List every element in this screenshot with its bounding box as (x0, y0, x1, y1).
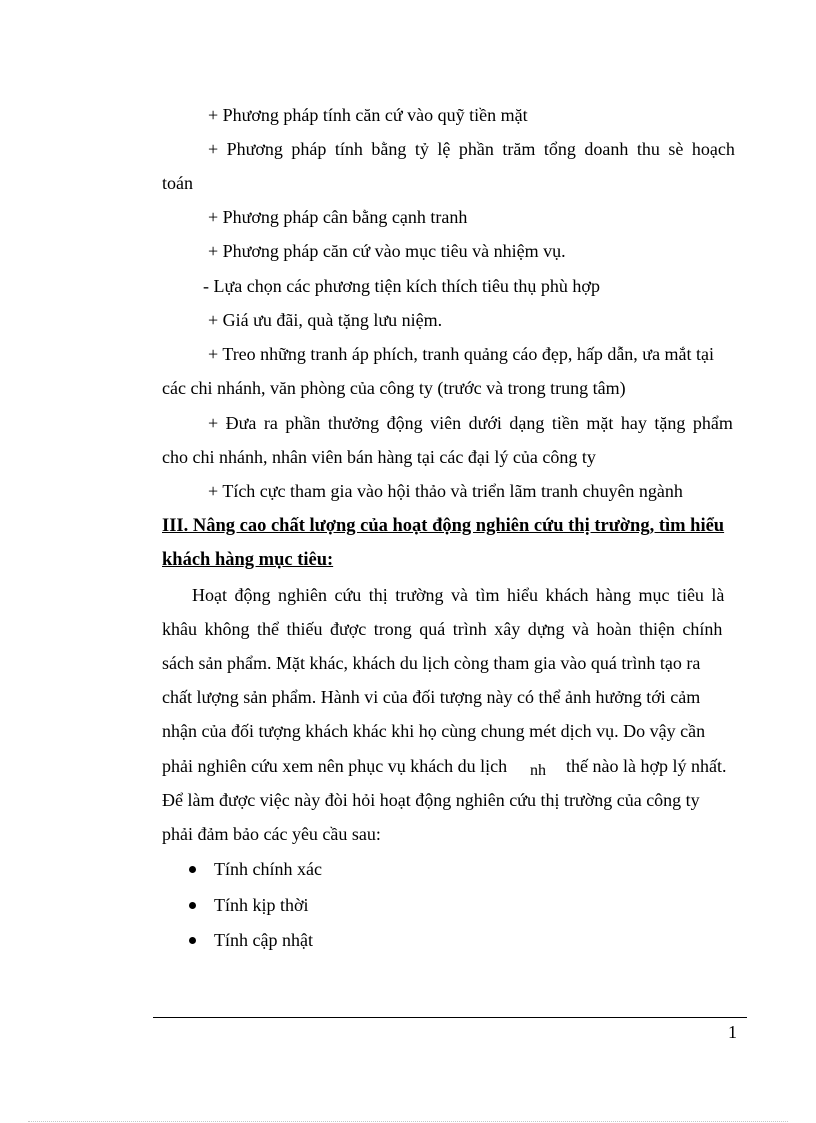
text-line: + Treo những tranh áp phích, tranh quảng cáo đẹp, hấp dẫn, ưa mắt tại (208, 344, 715, 364)
text-line: + Đưa ra phần thưởng động viên dưới dạng tiền mặt hay tặng phẩm (208, 413, 733, 433)
bullet-icon (189, 937, 196, 944)
section-heading: khách hàng mục tiêu: (162, 550, 334, 570)
footer-divider (153, 1017, 747, 1018)
text-line (208, 138, 738, 160)
paragraph-line: phải đảm bảo các yêu cầu sau: (162, 824, 381, 844)
text-line: + Phương pháp tính căn cứ vào quỹ tiền mặt (208, 105, 528, 125)
text-line: + Phương pháp cân bằng cạnh tranh (208, 207, 468, 227)
text-line: các chi nhánh, văn phòng của công ty (trước và trong trung tâm) (162, 378, 626, 398)
text-line: + Tích cực tham gia vào hội thảo và triển lãm tranh chuyên ngành (208, 481, 683, 501)
page-bottom-divider (28, 1121, 788, 1122)
bullet-item: Tính cập nhật (214, 930, 313, 950)
bullet-icon (189, 902, 196, 909)
paragraph-line: nhận của đối tượng khách khác khi họ cùng chung mét dịch vụ. Do vậy cần (162, 721, 706, 741)
page-number: 1 (728, 1022, 737, 1042)
bullet-item: Tính chính xác (214, 859, 322, 879)
text-line: cho chi nhánh, nhân viên bán hàng tại các đại lý của công ty (162, 447, 596, 467)
text-line: + Phương pháp căn cứ vào mục tiêu và nhiệm vụ. (208, 241, 566, 261)
subscript-fragment: nh (530, 762, 546, 779)
text-line: + Giá ưu đãi, quà tặng lưu niệm. (208, 310, 443, 330)
text-line: toán (162, 173, 193, 193)
paragraph-line: chất lượng sản phẩm. Hành vi của đối tượng này có thể ảnh hưởng tới cảm (162, 687, 701, 707)
paragraph-line: phải nghiên cứu xem nên phục vụ khách du lịch (162, 756, 508, 776)
paragraph-line: khâu không thể thiếu được trong quá trình xây dựng và hoàn thiện chính (162, 619, 723, 639)
text-line-content: + Phương pháp tính bằng tỷ lệ phần trăm tổng doanh thu sè hoạch (208, 139, 735, 159)
paragraph-line: thế nào là hợp lý nhất. (566, 756, 727, 776)
text-line: - Lựa chọn các phương tiện kích thích tiêu thụ phù hợp (203, 276, 600, 296)
paragraph-line: Hoạt động nghiên cứu thị trường và tìm hiểu khách hàng mục tiêu là (192, 585, 725, 605)
bullet-item: Tính kịp thời (214, 895, 309, 915)
paragraph-line: sách sản phẩm. Mặt khác, khách du lịch còng tham gia vào quá trình tạo ra (162, 653, 701, 673)
bullet-icon (189, 866, 196, 873)
paragraph-line: Để làm được việc này đòi hỏi hoạt động nghiên cứu thị trường của công ty (162, 790, 700, 810)
section-heading: III. Nâng cao chất lượng của hoạt động nghiên cứu thị trường, tìm hiểu (162, 516, 725, 536)
